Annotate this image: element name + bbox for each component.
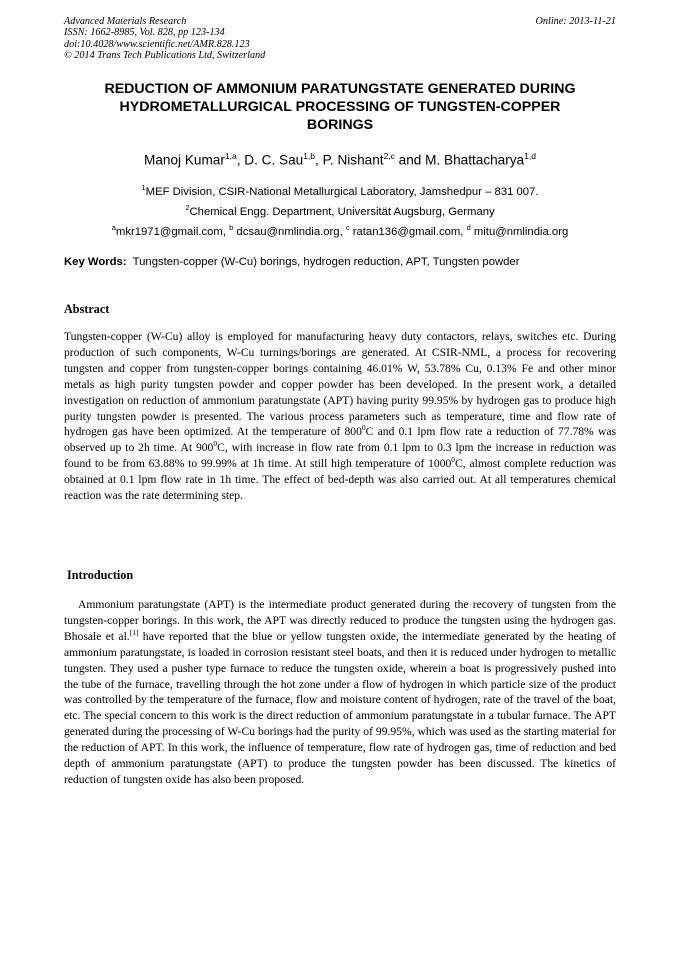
- title-line: REDUCTION OF AMMONIUM PARATUNGSTATE GENERATED DURING: [104, 81, 576, 97]
- copyright-line: © 2014 Trans Tech Publications Ltd, Switzerland: [64, 50, 266, 62]
- keywords-label: Key Words:: [64, 256, 127, 268]
- paper-title: [64, 80, 616, 134]
- email-separator: ,: [460, 225, 467, 238]
- email-sup: d: [466, 222, 471, 232]
- affiliation-sup: 1: [141, 183, 146, 192]
- affiliation-text: MEF Division, CSIR-National Metallurgical Laboratory, Jamshedpur – 831 007.: [145, 185, 539, 198]
- citation-ref[interactable]: [1]: [129, 627, 139, 637]
- abstract-body: [64, 329, 616, 504]
- email-separator: ,: [222, 225, 230, 238]
- introduction-body: [64, 597, 616, 788]
- introduction-heading: Introduction: [67, 568, 134, 582]
- author-separator: ,: [315, 152, 323, 168]
- degree-sup: 0: [213, 439, 218, 449]
- author-separator: and: [394, 152, 426, 168]
- author-name: P. Nishant: [322, 152, 384, 168]
- introduction-text: have reported that the blue or yellow tungsten oxide, the intermediate generated by the heating of ammonium paratungstate, is loaded in corrosion resistant steel boats, and then it is reduced under hydrogen to metallic tungsten. They used a pusher type furnace to reduce the tungsten oxide, wherein a boat is progressively pushed into the tube of the furnace, travelling through the hot zone under a flow of hydrogen in which particle size of the product was controlled by the temperature of the furnace, flow and moisture content of hydrogen, rate of the travel of the boat, etc. The special concern to this work is the direct reduction of ammonium paratungstate in a tubular furnace. The APT generated during the processing of W-Cu borings had the purity of 99.95%, which was used as the starting material for the reduction of APT. In this work, the influence of temperature, flow rate of hydrogen gas, time of reduction and bed depth of ammonium paratungstate (APT) to produce the tungsten powder has been discussed. The kinetics of reduction of tungsten oxide has also been proposed.: [64, 629, 616, 786]
- affiliation-sup: 2: [185, 202, 190, 212]
- email-address[interactable]: ratan136@gmail.com: [349, 225, 461, 238]
- abstract-text: C and 0.1 lpm flow rate a reduction of 77.78% was observed up to 2h time. At 900: [64, 425, 616, 455]
- email-address[interactable]: mitu@nmlindia.org: [470, 225, 569, 238]
- keywords-text: Tungsten-copper (W-Cu) borings, hydrogen reduction, APT, Tungsten powder: [126, 256, 520, 268]
- email-sup: a: [111, 222, 116, 232]
- affiliations: [64, 180, 616, 240]
- abstract-text: C, with increase in flow rate from 0.1 lpm to 0.3 lpm the increase in reduction was found to be from 63.88% to 99.99% at 1h time. At still high temperature of 1000: [64, 441, 616, 471]
- abstract-text: Tungsten-copper (W-Cu) alloy is employed for manufacturing heavy duty contactors, relays, switches etc. During production of such components, W-Cu turnings/borings are generated. At CSIR-NML, a process for recovering tungsten and copper from tungsten-copper borings containing 46.01% W, 53.78% Cu, 0.13% Fe and other minor metals as high purity tungsten powder and copper powder has been developed. In the present work, a detailed investigation on reduction of ammonium paratungstate (APT) having purity 99.95% by hydrogen gas to produce high purity tungsten powder is presented. The various process parameters such as temperature, time and flow rate of hydrogen gas have been optimized. At the temperature of 800: [64, 330, 616, 439]
- author-affil-sup: 1,b: [303, 151, 316, 161]
- email-separator: ,: [339, 225, 346, 238]
- affiliation-1: [64, 180, 616, 200]
- email-address[interactable]: mkr1971@gmail.com: [115, 225, 223, 238]
- affiliation-2: [64, 200, 616, 220]
- email-address[interactable]: dcsau@nmlindia.org: [233, 225, 340, 238]
- author-affil-sup: 1,d: [524, 151, 536, 161]
- online-date: Online: 2013-11-21: [535, 16, 616, 27]
- degree-sup: 0: [451, 455, 456, 465]
- journal-name: Advanced Materials Research: [64, 16, 187, 27]
- doi-line: doi:10.4028/www.scientific.net/AMR.828.123: [64, 38, 250, 50]
- introduction-text: Ammonium paratungstate (APT) is the intermediate product generated during the recovery of tungsten from the tungsten-copper borings. In this work, the APT was directly reduced to produce the tungsten using the hydrogen gas. Bhosale et al.: [64, 598, 616, 643]
- issn-line: ISSN: 1662-8985, Vol. 828, pp 123-134: [64, 27, 225, 39]
- author-affil-sup: 2,c: [383, 151, 395, 161]
- abstract-text: C, almost complete reduction was obtained at 0.1 lpm flow rate in 1h time. The effect of bed-depth was also carried out. At all temperatures chemical reaction was the rate determining step.: [64, 457, 616, 503]
- author-list: [64, 147, 616, 170]
- degree-sup: 0: [361, 423, 366, 433]
- keywords: [64, 255, 616, 269]
- email-sup: c: [345, 222, 350, 232]
- author-separator: ,: [236, 152, 245, 168]
- journal-header: [64, 16, 616, 62]
- author-emails: [64, 220, 616, 240]
- author-name: D. C. Sau: [244, 152, 304, 168]
- author-name: Manoj Kumar: [144, 152, 225, 168]
- title-line: BORINGS: [306, 117, 374, 133]
- title-line: HYDROMETALLURGICAL PROCESSING OF TUNGSTEN-COPPER: [119, 99, 561, 115]
- abstract-heading: Abstract: [64, 302, 110, 316]
- author-affil-sup: 1,a: [224, 151, 237, 161]
- author-name: M. Bhattacharya: [425, 152, 525, 168]
- email-sup: b: [229, 222, 234, 232]
- affiliation-text: Chemical Engg. Department, Universität Augsburg, Germany: [189, 205, 495, 218]
